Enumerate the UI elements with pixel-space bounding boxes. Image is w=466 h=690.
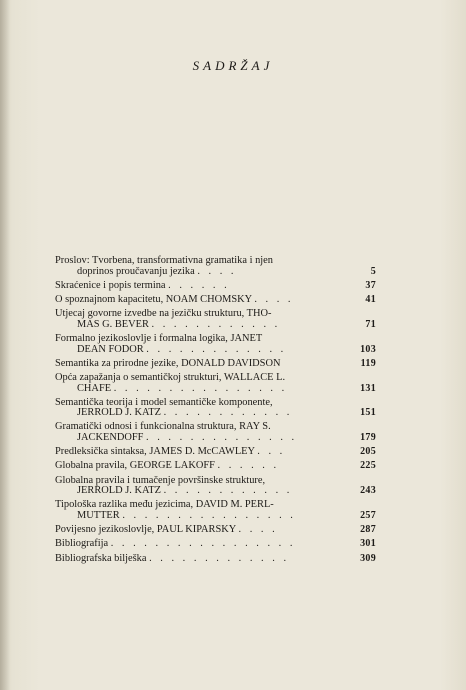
page-title: SADRŽAJ (192, 58, 274, 73)
toc-entry-title: O spoznajnom kapacitetu, NOAM CHOMSKY (55, 293, 252, 305)
toc-entry-text-line (55, 267, 352, 278)
toc-dot-leader: . . . . . . . . . . . . . . . . (113, 382, 288, 394)
toc-entry (55, 500, 376, 521)
toc-entry-title: CHAFE (77, 382, 112, 394)
toc-entry-text-line (55, 408, 352, 419)
toc-entry (55, 334, 376, 355)
toc-page-number: 225 (360, 460, 376, 472)
toc-entry (55, 309, 376, 330)
toc-entry (55, 476, 376, 497)
toc-page-number: 257 (360, 510, 376, 521)
toc-entry (55, 447, 376, 458)
toc-page-number: 41 (365, 293, 376, 305)
toc-entry (55, 525, 376, 536)
toc-entry-text-line (55, 384, 352, 395)
toc-page-number: 151 (360, 407, 376, 419)
toc-page-number: 287 (360, 524, 376, 536)
toc-entry-text-line (55, 359, 352, 370)
toc-entry-text-line (55, 447, 352, 458)
toc-entry-title: Bibliografska bilješka (55, 552, 147, 564)
toc-dot-leader: . . . . . . . . . . . . (163, 485, 293, 497)
toc-entry-text-line (55, 320, 352, 331)
toc-page-number: 309 (360, 552, 376, 564)
toc-dot-leader: . . . . (254, 293, 294, 305)
toc-entry-title: Skraćenice i popis termina (55, 279, 166, 291)
toc-dot-leader: . . . . . . (168, 279, 230, 291)
toc-entry (55, 281, 376, 292)
toc-entry (55, 295, 376, 306)
toc-entry-text-line (55, 295, 352, 306)
toc-page-number: 205 (360, 446, 376, 458)
toc-entry (55, 422, 376, 443)
toc-entry-title: MUTTER (77, 510, 120, 521)
toc-dot-leader: . . . . . . . . . . . . . . . . (122, 510, 296, 521)
toc-entry-title: Povijesno jezikoslovlje, PAUL KIPARSKY (55, 524, 236, 536)
toc-page-number: 179 (360, 432, 376, 444)
toc-entry-title: JERROLD J. KATZ (77, 485, 161, 497)
toc-entry-text-line (55, 554, 352, 565)
toc-entry-text-line (55, 345, 352, 356)
toc-entry-title: MAS G. BEVER (77, 318, 149, 330)
toc-entry-title: JACKENDOFF (77, 432, 144, 444)
toc-dot-leader: . . . . . . . . . . . . . . . . . (110, 538, 296, 550)
toc-entry (55, 256, 376, 277)
toc-entry-text-line (55, 281, 352, 292)
toc-entry-title: JERROLD J. KATZ (77, 407, 161, 419)
toc-dot-leader: . . . . (197, 265, 237, 277)
page-gutter-shadow (0, 0, 10, 690)
toc-entry-text-line (55, 511, 352, 522)
table-of-contents (55, 256, 376, 568)
toc-page-number: 301 (360, 538, 376, 550)
toc-entry-title: Predleksička sintaksa, JAMES D. McCAWLEY (55, 446, 255, 458)
toc-entry-text-line (55, 433, 352, 444)
toc-dot-leader: . . . . (238, 524, 278, 536)
toc-entry-title: Tipološka razlika među jezicima, DAVID M. PERL- (55, 499, 274, 511)
toc-entry-title: Semantička teorija i model semantičke komponente, (55, 396, 273, 408)
toc-entry (55, 359, 376, 370)
toc-entry-title: Globalna pravila i tumačenje površinske strukture, (55, 474, 266, 486)
toc-page-number: 71 (365, 318, 376, 330)
toc-dot-leader: . . . . . . . . . . . . (151, 318, 281, 330)
toc-entry-title: Semantika za prirodne jezike, DONALD DAVIDSON (55, 357, 281, 369)
toc-entry (55, 461, 376, 472)
toc-page-number: 5 (370, 265, 376, 277)
toc-page-number: 131 (360, 382, 376, 394)
toc-entry-text-line (55, 539, 352, 550)
toc-dot-leader: . . . . . . . . . . . . . (149, 552, 290, 564)
toc-entry-title: Gramatički odnosi i funkcionalna struktura, RAY S. (55, 421, 271, 433)
toc-entry-title: Utjecaj govorne izvedbe na jezičku strukturu, THO- (55, 308, 272, 320)
toc-page-number: 37 (365, 279, 376, 291)
toc-entry-title: Bibliografija (55, 538, 109, 550)
toc-page-number: 103 (360, 343, 376, 355)
toc-entry (55, 539, 376, 550)
toc-dot-leader: . . . (257, 446, 286, 458)
toc-entry-title: DEAN FODOR (77, 343, 144, 355)
toc-entry-text-line (55, 525, 352, 536)
toc-entry-title: Globalna pravila, GEORGE LAKOFF (55, 460, 215, 472)
toc-dot-leader: . . . . . . . . . . . . . . (146, 432, 298, 444)
toc-entry-title: Formalno jezikoslovlje i formalna logika, JANET (55, 332, 263, 344)
toc-entry (55, 398, 376, 419)
toc-entry-title: Opća zapažanja o semantičkoj strukturi, WALLACE L. (55, 371, 286, 383)
toc-entry-title: Proslov: Tvorbena, transformativna gramatika i njen (55, 255, 273, 266)
toc-entry-text-line (55, 486, 352, 497)
toc-dot-leader: . . . . . . . . . . . . . (146, 343, 287, 355)
toc-entry (55, 373, 376, 394)
toc-page-number: 119 (360, 357, 376, 369)
toc-entry-title: doprinos proučavanju jezika (77, 265, 195, 277)
toc-dot-leader: . . . . . . (217, 460, 280, 472)
toc-dot-leader: . . . . . . . . . . . . (163, 407, 293, 419)
toc-entry (55, 554, 376, 565)
toc-page-number: 243 (360, 485, 376, 497)
toc-entry-text-line (55, 461, 352, 472)
